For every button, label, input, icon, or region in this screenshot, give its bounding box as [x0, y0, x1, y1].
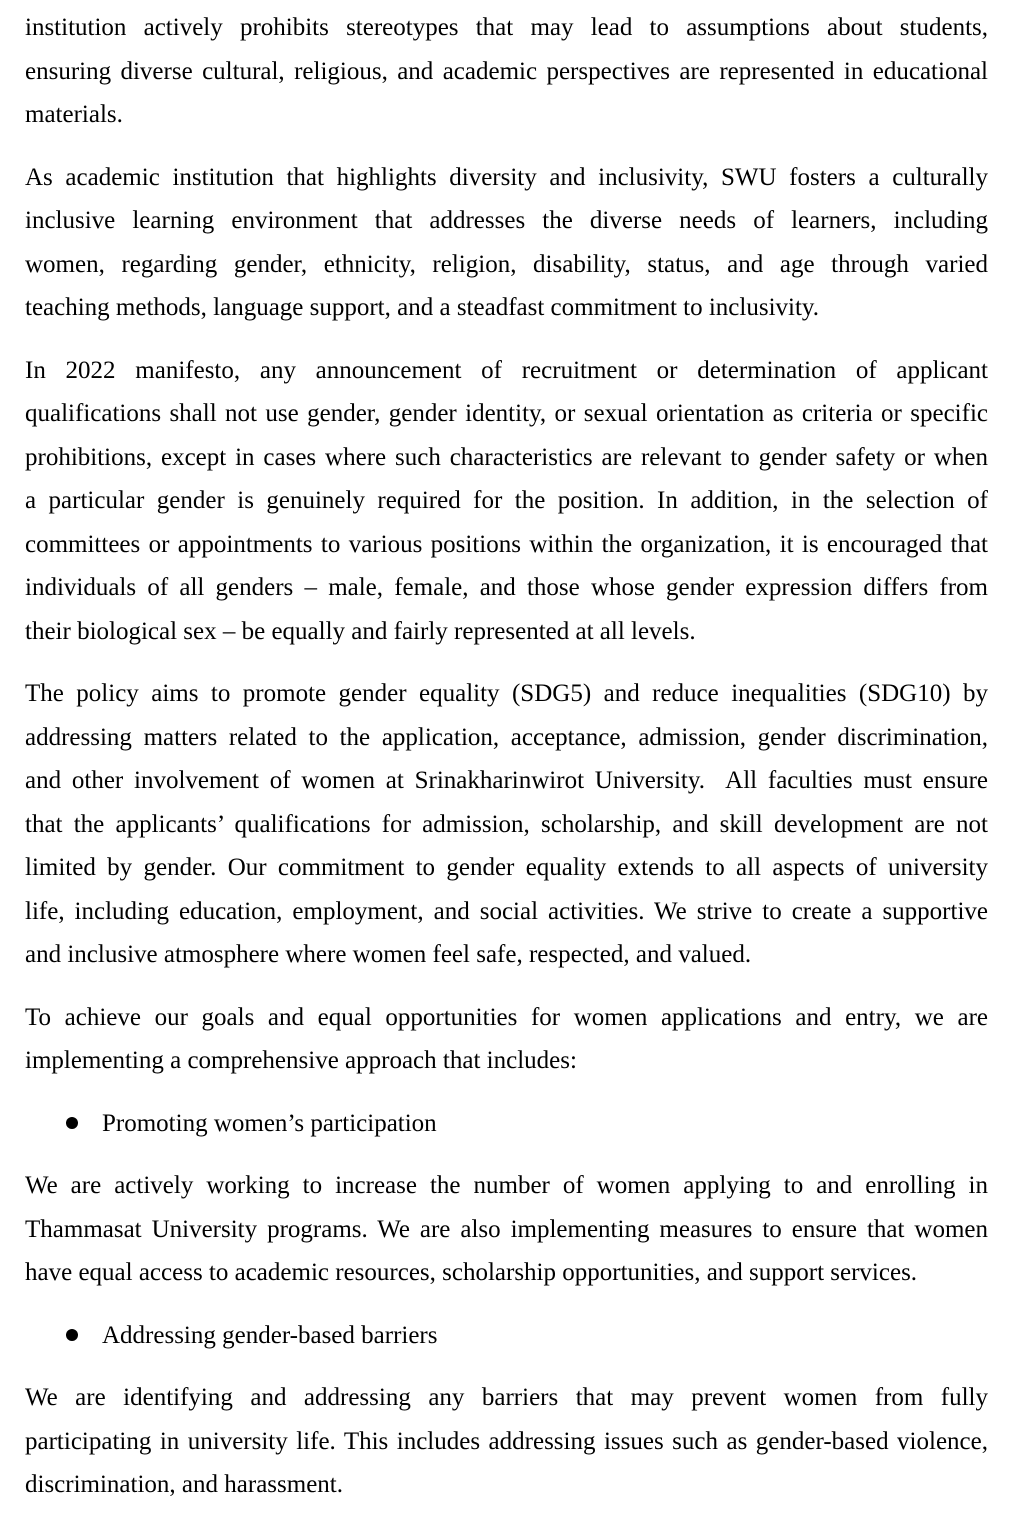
paragraph — [25, 6, 988, 137]
paragraph — [25, 672, 988, 977]
text-line: inclusive learning environment that addresses the diverse needs of learners, including — [25, 207, 988, 234]
paragraph — [25, 156, 988, 330]
text-line: discrimination, and harassment. — [25, 1471, 343, 1498]
paragraph — [25, 1164, 988, 1295]
text-line: institution actively prohibits stereotypes that may lead to assumptions about students, — [25, 14, 988, 41]
bullet-icon — [66, 1117, 78, 1129]
text-line: Thammasat University programs. We are also implementing measures to ensure that women — [25, 1215, 988, 1243]
bullet-item — [25, 1102, 988, 1146]
text-line: ensuring diverse cultural, religious, and academic perspectives are represented in educational — [25, 57, 988, 85]
document-content — [25, 6, 988, 1520]
paragraph — [25, 349, 988, 654]
text-line: We are identifying and addressing any barriers that may prevent women from fully — [25, 1384, 988, 1411]
paragraph — [25, 996, 988, 1083]
text-line: committees or appointments to various positions within the organization, it is encouraged that — [25, 530, 988, 558]
text-line: their biological sex – be equally and fairly represented at all levels. — [25, 617, 696, 645]
text-line: women, regarding gender, ethnicity, religion, disability, status, and age through varied — [25, 250, 988, 278]
text-line: teaching methods, language support, and a steadfast commitment to inclusivity. — [25, 294, 820, 321]
bullet-icon — [66, 1329, 78, 1341]
bullet-text: Promoting women’s participation — [102, 1109, 437, 1137]
paragraph — [25, 1376, 988, 1507]
text-line: that the applicants’ qualifications for admission, scholarship, and skill development are not — [25, 810, 988, 838]
text-line: qualifications shall not use gender, gender identity, or sexual orientation as criteria or specific — [25, 400, 988, 427]
text-line: participating in university life. This includes addressing issues such as gender-based violence, — [25, 1427, 988, 1455]
text-line: addressing matters related to the application, acceptance, admission, gender discrimination, — [25, 723, 988, 751]
text-line: We are actively working to increase the number of women applying to and enrolling in — [25, 1172, 988, 1199]
text-line: individuals of all genders – male, female, and those whose gender expression differs from — [25, 574, 988, 601]
text-line: implementing a comprehensive approach that includes: — [25, 1047, 577, 1074]
text-line: materials. — [25, 101, 123, 128]
text-line: To achieve our goals and equal opportunities for women applications and entry, we are — [25, 1003, 988, 1031]
text-line: life, including education, employment, and social activities. We strive to create a supportive — [25, 897, 988, 925]
text-line: The policy aims to promote gender equality (SDG5) and reduce inequalities (SDG10) by — [25, 680, 988, 707]
text-line: and inclusive atmosphere where women feel safe, respected, and valued. — [25, 941, 752, 968]
text-line: have equal access to academic resources, scholarship opportunities, and support services. — [25, 1259, 918, 1286]
text-line: a particular gender is genuinely required for the position. In addition, in the selection of — [25, 487, 988, 514]
bullet-item — [25, 1314, 988, 1358]
text-line: limited by gender. Our commitment to gender equality extends to all aspects of university — [25, 854, 988, 881]
text-line: prohibitions, except in cases where such characteristics are relevant to gender safety or when — [25, 443, 988, 471]
bullet-text: Addressing gender-based barriers — [102, 1321, 438, 1349]
text-line: and other involvement of women at Srinakharinwirot University. All faculties must ensure — [25, 767, 988, 794]
text-line: As academic institution that highlights diversity and inclusivity, SWU fosters a culturally — [25, 163, 988, 191]
text-line: In 2022 manifesto, any announcement of recruitment or determination of applicant — [25, 356, 988, 384]
